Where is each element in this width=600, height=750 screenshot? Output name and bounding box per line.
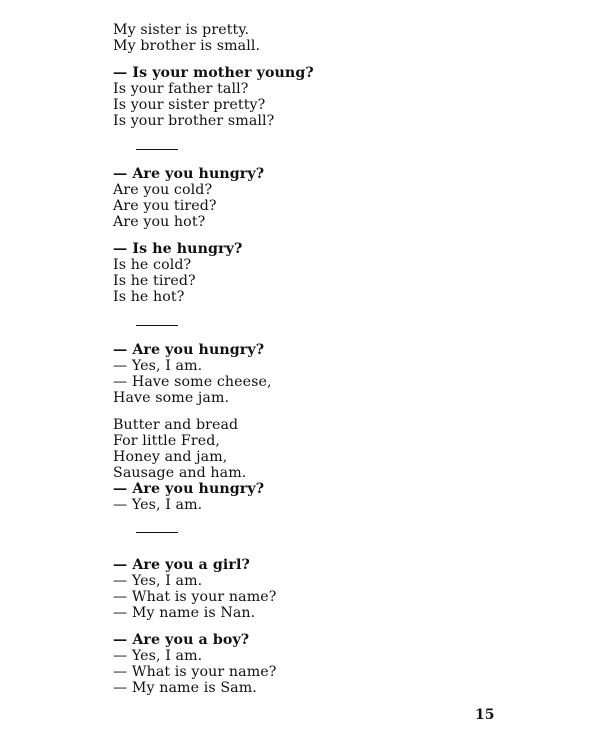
poem-section: [113, 166, 533, 305]
stanza-gap: [113, 621, 533, 632]
poem-line: Is your father tall?: [113, 81, 249, 97]
poem-line: — Yes, I am.: [113, 497, 203, 513]
poem-line: Is he cold?: [113, 257, 192, 273]
poem-line: — My name is Sam.: [113, 680, 257, 696]
poem-line: Sausage and ham.: [113, 465, 247, 481]
question-line: — Are you hungry?: [113, 342, 265, 358]
poem-line: — What is your name?: [113, 664, 277, 680]
poem-line: — Have some cheese,: [113, 374, 272, 390]
poem-line: My sister is pretty.: [113, 22, 250, 38]
poem-line: — Yes, I am.: [113, 648, 203, 664]
poem-line: Have some jam.: [113, 390, 230, 406]
stanza: [113, 241, 533, 305]
stanza-gap: [113, 406, 533, 417]
poem-section: [113, 342, 533, 513]
poem-section: [113, 22, 533, 129]
stanza: [113, 342, 533, 406]
section-divider: [136, 149, 178, 150]
poem-line: Is your brother small?: [113, 113, 275, 129]
question-line: — Are you a boy?: [113, 632, 250, 648]
poem-line: — What is your name?: [113, 589, 277, 605]
stanza-gap: [113, 54, 533, 65]
question-line: — Are you hungry?: [113, 166, 265, 182]
poem-line: My brother is small.: [113, 38, 261, 54]
poem-line: Is he tired?: [113, 273, 196, 289]
section-divider: [136, 325, 178, 326]
poem-line: Are you hot?: [113, 214, 206, 230]
poem-line: Are you tired?: [113, 198, 217, 214]
stanza: [113, 65, 533, 129]
stanza: [113, 632, 533, 696]
page-body: [113, 22, 533, 696]
poem-line: — Yes, I am.: [113, 358, 203, 374]
poem-section: [113, 557, 533, 696]
section-divider: [136, 532, 178, 533]
question-line: — Are you a girl?: [113, 557, 250, 573]
poem-line: — My name is Nan.: [113, 605, 256, 621]
question-line: — Is your mother young?: [113, 65, 314, 81]
stanza: [113, 166, 533, 230]
stanza: [113, 22, 533, 54]
stanza-gap: [113, 230, 533, 241]
poem-line: Honey and jam,: [113, 449, 228, 465]
question-line: — Is he hungry?: [113, 241, 243, 257]
question-line: — Are you hungry?: [113, 481, 265, 497]
poem-line: Is your sister pretty?: [113, 97, 266, 113]
stanza: [113, 417, 533, 513]
poem-line: Are you cold?: [113, 182, 213, 198]
poem-line: For little Fred,: [113, 433, 221, 449]
page-number: 15: [475, 707, 495, 723]
poem-line: Is he hot?: [113, 289, 185, 305]
poem-line: — Yes, I am.: [113, 573, 203, 589]
poem-line: Butter and bread: [113, 417, 239, 433]
stanza: [113, 557, 533, 621]
